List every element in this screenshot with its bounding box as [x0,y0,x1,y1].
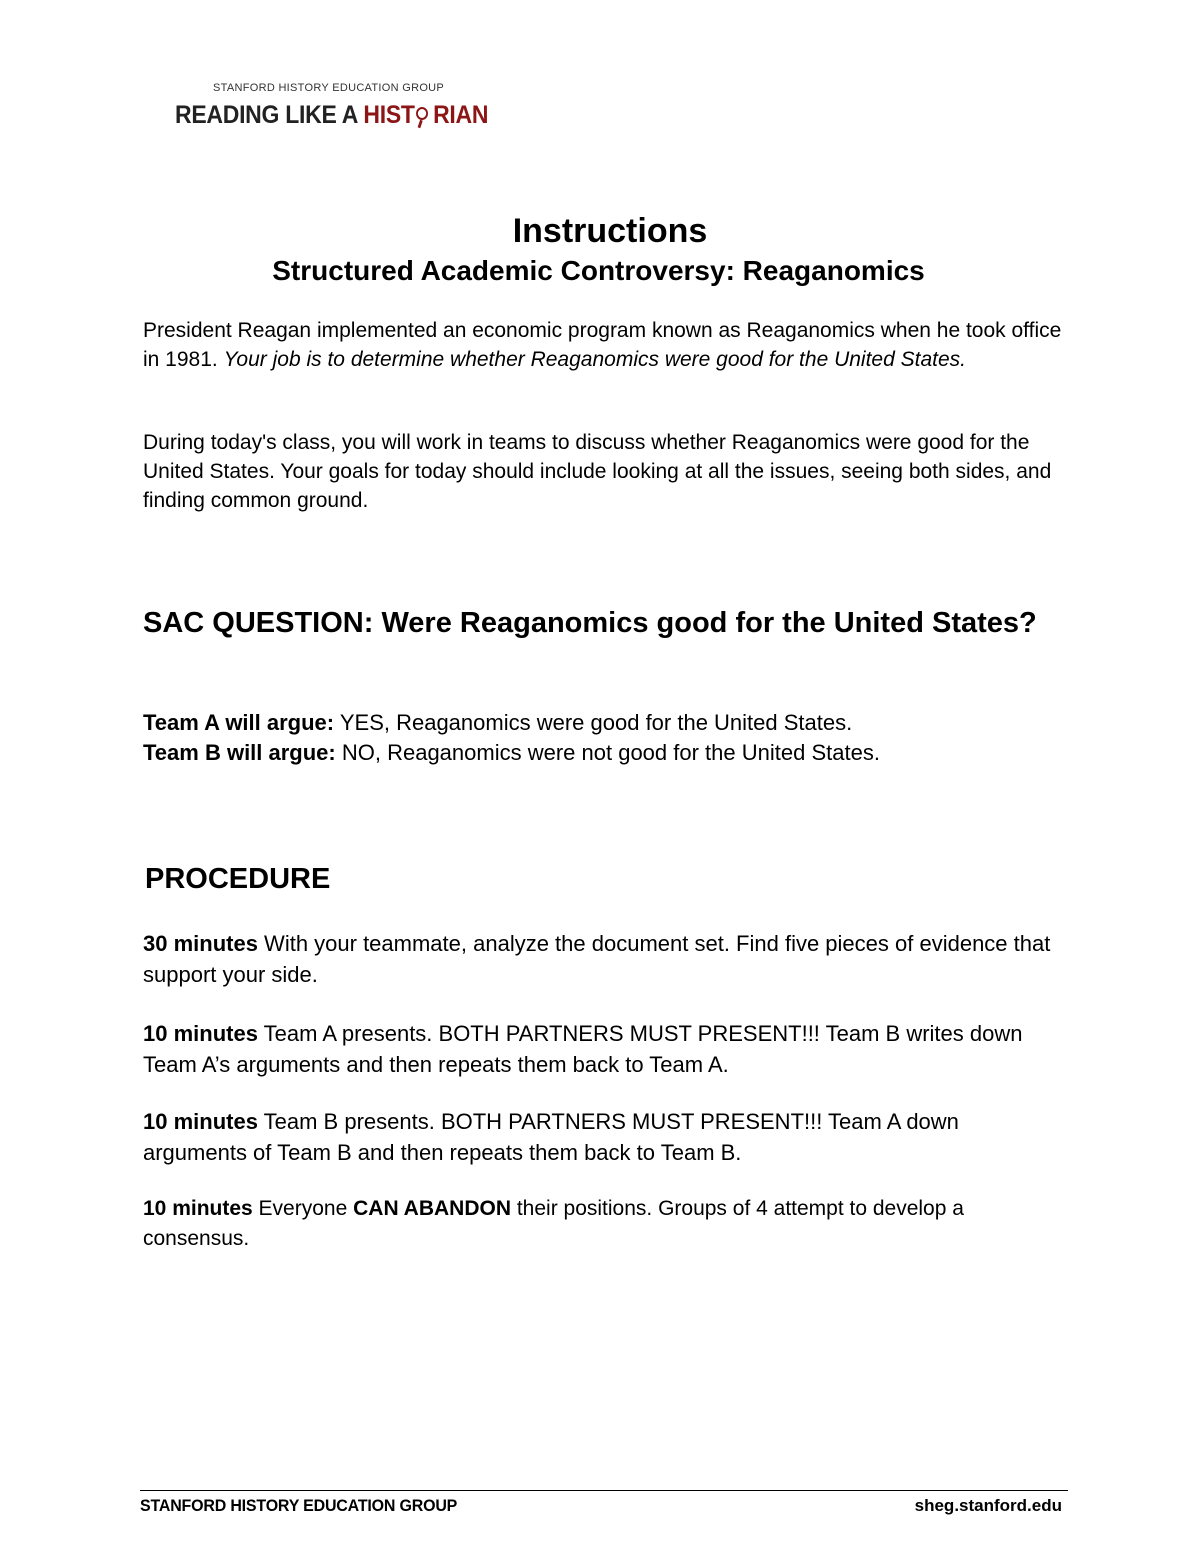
page-title: Instructions [512,212,708,250]
team-a-position [143,708,880,738]
step-time: 10 minutes [143,1021,258,1046]
procedure-step [143,1106,1063,1168]
intro-text: President Reagan implemented an economic program known as Reaganomics when he took office in 1981. [143,319,1062,371]
reading-like-a-historian-logo [175,101,488,130]
intro-paragraph-2: During today's class, you will work in teams to discuss whether Reaganomics were good for the United States. Your goals for today should include looking at all the issues, seeing both sides, and finding common ground. [143,431,1052,512]
page-subtitle: Structured Academic Controversy: Reaganomics [272,255,925,286]
procedure-step-consensus [143,1194,1063,1254]
logo-title-black: READING LIKE A [175,101,364,129]
procedure-heading: PROCEDURE [145,863,331,895]
team-b-text: NO, Reaganomics were not good for the United States. [335,740,880,765]
team-a-label: Team A will argue: [143,710,335,735]
team-positions [143,708,880,768]
magnifying-glass-icon [415,105,433,125]
intro-italic-task: Your job is to determine whether Reaganomics were good for the United States. [223,348,966,371]
step-text: With your teammate, analyze the document set. Find five pieces of evidence that support your side. [143,931,1051,987]
intro-paragraph-1 [143,316,1073,374]
footer-org: STANFORD HISTORY EDUCATION GROUP [140,1496,458,1515]
step-time: 30 minutes [143,931,258,956]
step-text: Team A presents. BOTH PARTNERS MUST PRESENT!!! Team B writes down Team A’s arguments and then repeats them back to Team A. [143,1021,1023,1077]
team-b-label: Team B will argue: [143,740,336,765]
logo-org-name: STANFORD HISTORY EDUCATION GROUP [213,82,445,94]
step-time: 10 minutes [143,1109,258,1134]
step-time: 10 minutes [143,1197,253,1220]
team-b-position [143,738,880,768]
procedure-step [143,928,1063,990]
sac-question: SAC QUESTION: Were Reaganomics good for the United States? [143,607,1037,639]
step-text: their positions. Groups of 4 attempt to develop a consensus. [143,1197,964,1250]
procedure-step [143,1018,1063,1080]
logo-title-red-1: HIST [363,101,415,129]
footer-divider [140,1490,1068,1491]
step-text: Everyone [252,1197,354,1220]
logo-title-red-2: RIAN [433,101,489,129]
team-a-text: YES, Reaganomics were good for the United States. [334,710,853,735]
step-emphasis: CAN ABANDON [353,1197,511,1220]
footer-url: sheg.stanford.edu [914,1496,1062,1515]
step-text: Team B presents. BOTH PARTNERS MUST PRESENT!!! Team A down arguments of Team B and then repeats them back to Team B. [143,1109,959,1165]
